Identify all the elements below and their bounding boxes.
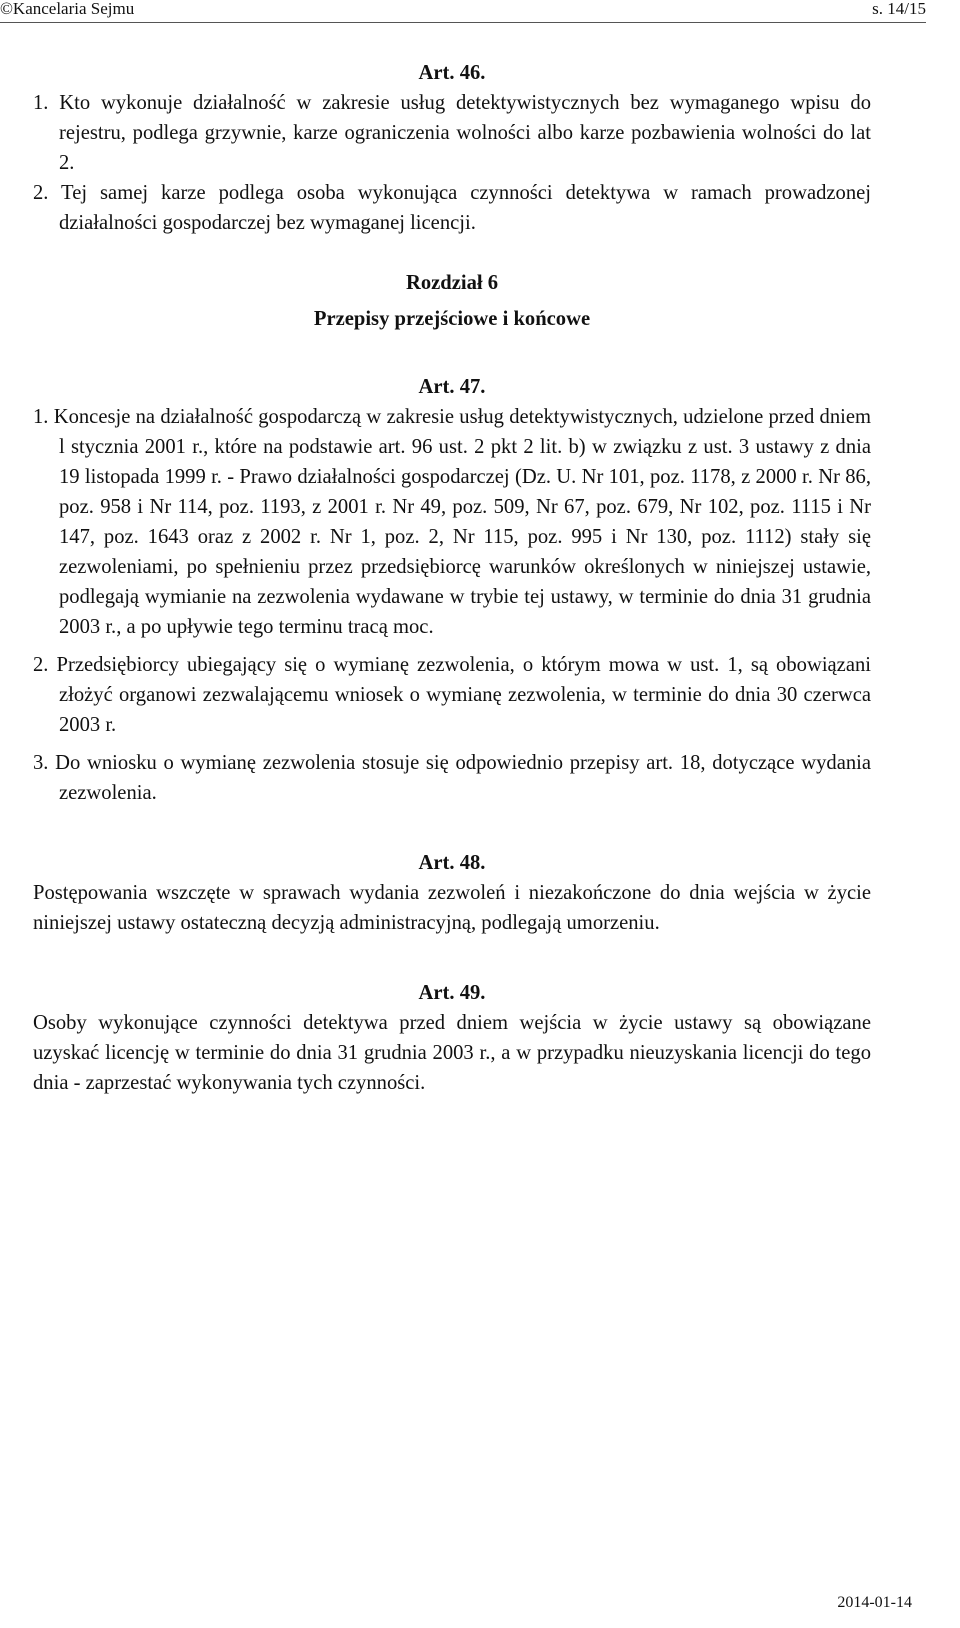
article-paragraph: 1. Koncesje na działalność gospodarczą w zakresie usług detektywistycznych, udzielone przed dniem l stycznia 2001 r., które na podstawie art. 96 ust. 2 pkt 2 lit. b) w związku z ust. 3 ustawy z dnia 19 listopada 1999 r. - Prawo działalności gospodarczej (Dz. U. Nr 101, poz. 1178, z 2000 r. Nr 86, poz. 958 i Nr 114, poz. 1193, z 2001 r. Nr 49, poz. 509, Nr 67, poz. 679, Nr 102, poz. 1115 i Nr 147, poz. 1643 oraz z 2002 r. Nr 1, poz. 2, Nr 115, poz. 995 i Nr 130, poz. 1112) stały się zezwoleniami, po spełnieniu przez przedsiębiorcę warunków określonych w niniejszej ustawie, podlegają wymianie na zezwolenia wydawane w trybie tej ustawy, w terminie do dnia 31 grudnia 2003 r., a po upływie tego terminu tracą moc. <box>33 406 871 638</box>
article-title: Art. 46. <box>418 62 486 84</box>
page-header <box>0 0 926 23</box>
chapter-title: Przepisy przejściowe i końcowe <box>313 308 591 330</box>
article-46 <box>33 58 871 238</box>
document-body <box>33 58 871 1098</box>
article-49 <box>33 978 871 1098</box>
chapter-heading <box>33 268 871 334</box>
page-number: s. 14/15 <box>872 0 926 18</box>
article-47 <box>33 372 871 808</box>
article-title: Art. 48. <box>418 852 486 874</box>
article-paragraph: Osoby wykonujące czynności detektywa przed dniem wejścia w życie ustawy są obowiązane uzyskać licencję w terminie do dnia 31 grudnia 2003 r., a w przypadku nieuzyskania licencji do tego dnia - zaprzestać wykonywania tych czynności. <box>33 1012 871 1094</box>
document-date: 2014-01-14 <box>837 1594 912 1611</box>
article-title: Art. 49. <box>418 982 486 1004</box>
article-paragraph: 1. Kto wykonuje działalność w zakresie usług detektywistycznych bez wymaganego wpisu do rejestru, podlega grzywnie, karze ograniczenia wolności albo karze pozbawienia wolności do lat 2. <box>33 92 871 174</box>
article-paragraph: 3. Do wniosku o wymianę zezwolenia stosuje się odpowiednio przepisy art. 18, dotyczące wydania zezwolenia. <box>33 752 871 804</box>
article-48 <box>33 848 871 938</box>
article-paragraph: Postępowania wszczęte w sprawach wydania zezwoleń i niezakończone do dnia wejścia w życie niniejszej ustawy ostateczną decyzją administracyjną, podlegają umorzeniu. <box>33 882 871 934</box>
article-paragraph: 2. Tej samej karze podlega osoba wykonująca czynności detektywa w ramach prowadzonej działalności gospodarczej bez wymaganej licencji. <box>33 182 871 234</box>
chapter-number: Rozdział 6 <box>405 272 499 294</box>
publisher-label: ©Kancelaria Sejmu <box>0 0 135 18</box>
article-paragraph: 2. Przedsiębiorcy ubiegający się o wymianę zezwolenia, o którym mowa w ust. 1, są obowiązani złożyć organowi zezwalającemu wniosek o wymianę zezwolenia, w terminie do dnia 30 czerwca 2003 r. <box>33 654 871 736</box>
article-title: Art. 47. <box>418 376 486 398</box>
